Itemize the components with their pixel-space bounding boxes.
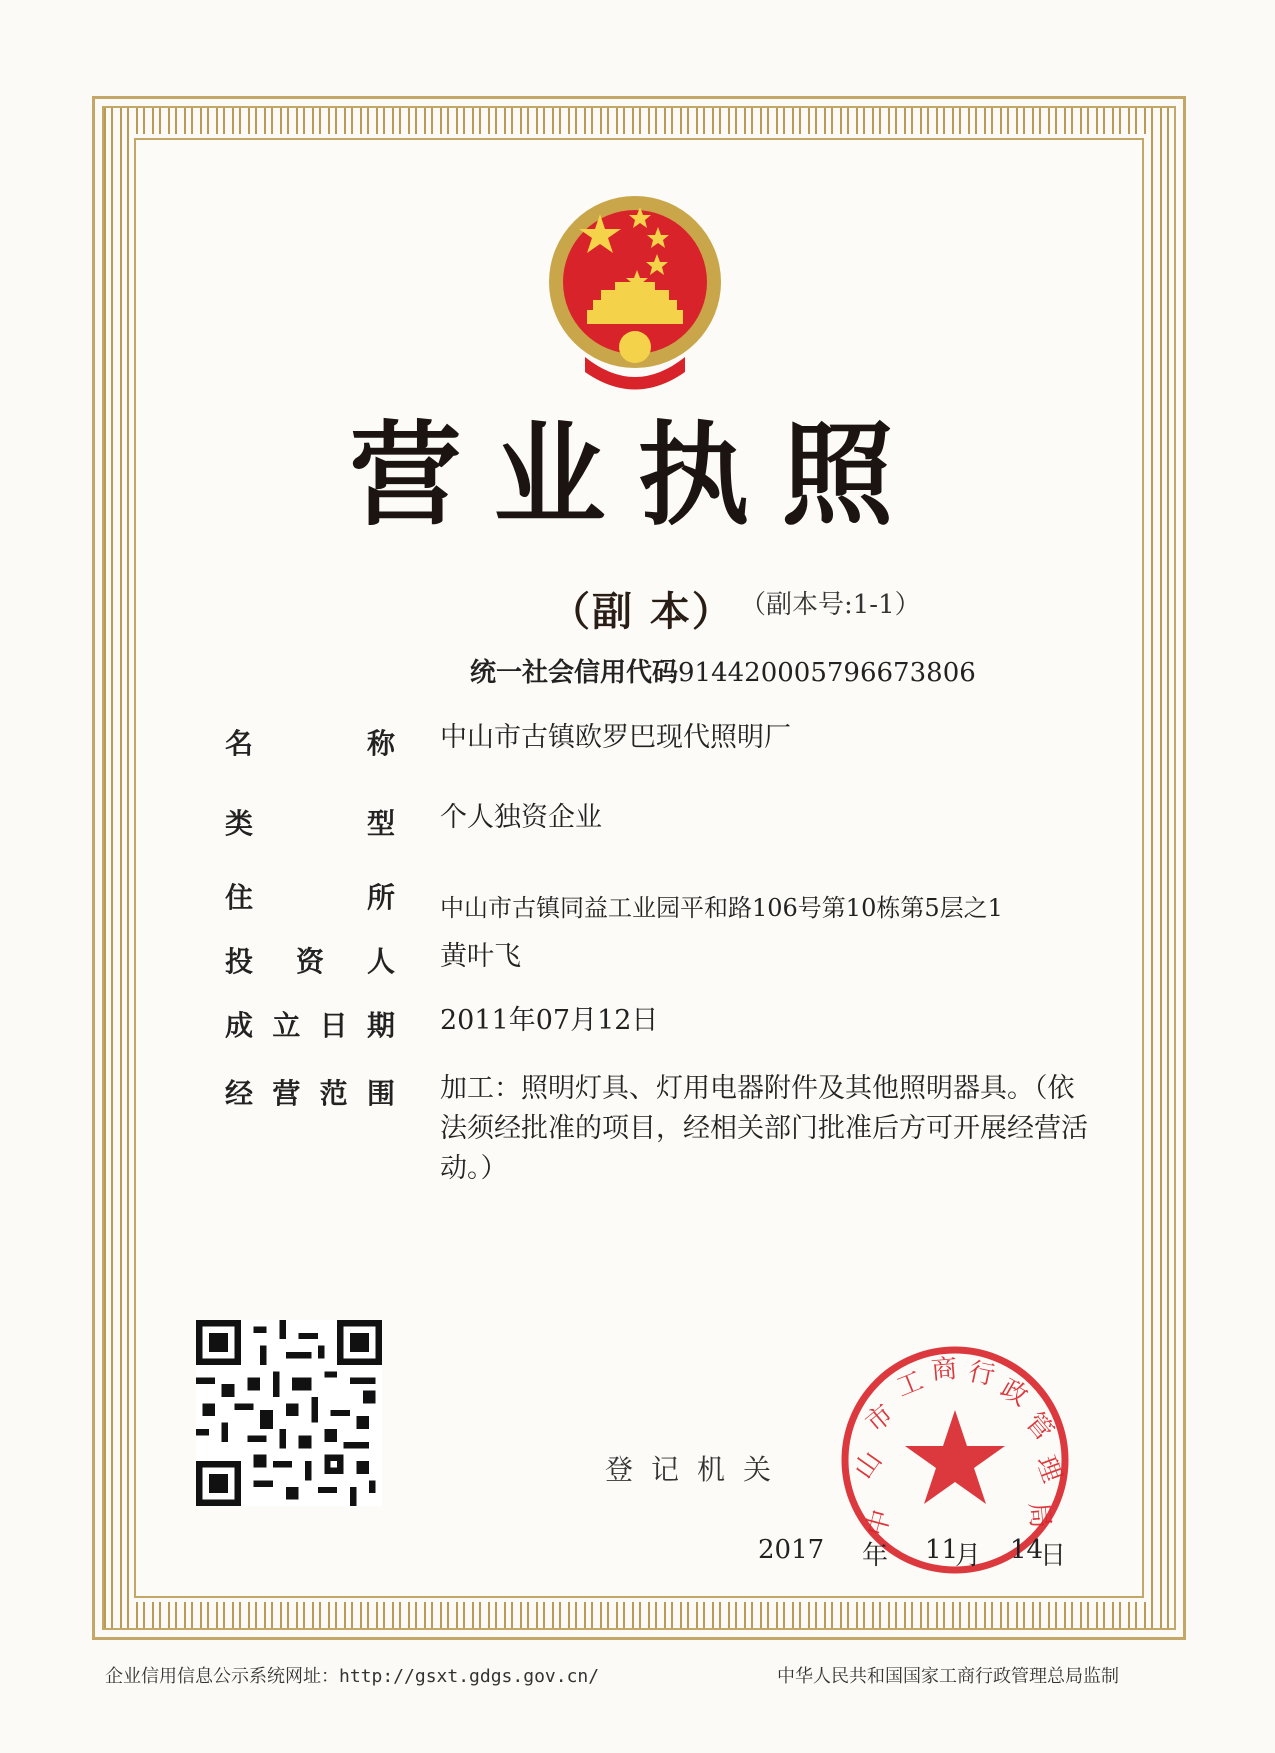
copy-number: （副本号:1-1） — [740, 590, 921, 620]
field-value-business-scope: 加工：照明灯具、灯用电器附件及其他照明器具。（依法须经批准的项目，经相关部门批准后方可开展经营活动。） — [440, 1073, 1088, 1184]
field-value-investor: 黄叶飞 — [440, 941, 521, 972]
seal-char-5: 商 — [930, 1353, 959, 1387]
field-value-type: 个人独资企业 — [440, 802, 602, 833]
field-value-established-date: 2011年07月12日 — [440, 1005, 659, 1036]
seal-char-6: 行 — [965, 1356, 998, 1392]
credit-code-row — [470, 652, 976, 689]
field-label-name: 名 称 — [225, 727, 395, 760]
seal-char-3: 市 — [860, 1399, 900, 1439]
issue-year: 2017 — [758, 1535, 825, 1565]
national-emblem-icon — [545, 182, 725, 402]
issue-day-unit: 日 — [1040, 1541, 1067, 1571]
field-value-name: 中山市古镇欧罗巴现代照明厂 — [440, 722, 791, 753]
issue-year-unit: 年 — [862, 1541, 889, 1571]
credit-code-label: 统一社会信用代码 — [470, 658, 679, 688]
issue-month: 11 — [925, 1535, 959, 1565]
qr-code — [196, 1320, 382, 1506]
registrar-label: 登记机关 — [605, 1453, 790, 1486]
field-label-type: 类 型 — [225, 807, 395, 840]
footer-website-label: 企业信用信息公示系统网址： — [105, 1666, 339, 1687]
copy-label: （副 本） — [550, 589, 734, 635]
seal-char-7: 政 — [995, 1373, 1033, 1413]
footer-website-url[interactable]: http://gsxt.gdgs.gov.cn/ — [339, 1666, 600, 1687]
issue-month-unit: 月 — [955, 1541, 982, 1571]
seal-char-1: 中 — [861, 1506, 898, 1540]
seal-char-8: 管 — [1019, 1407, 1059, 1447]
field-label-address: 住 所 — [225, 881, 395, 914]
issue-day: 14 — [1010, 1535, 1044, 1565]
field-label-investor: 投 资 人 — [225, 945, 395, 978]
field-value-address: 中山市古镇同益工业园平和路106号第10栋第5层之1 — [440, 894, 1003, 922]
seal-char-10: 局 — [1022, 1501, 1056, 1530]
footer-supervisor: 中华人民共和国国家工商行政管理总局监制 — [777, 1666, 1119, 1687]
seal-char-4: 工 — [892, 1365, 928, 1404]
license-title: 营业执照 — [349, 411, 926, 541]
seal-char-9: 理 — [1029, 1451, 1068, 1487]
field-label-established-date: 成 立 日 期 — [225, 1009, 395, 1042]
credit-code-value: 914420005796673806 — [678, 658, 976, 688]
seal-char-2: 山 — [848, 1446, 889, 1485]
footer-website — [105, 1662, 599, 1688]
field-label-business-scope: 经 营 范 围 — [225, 1077, 395, 1110]
